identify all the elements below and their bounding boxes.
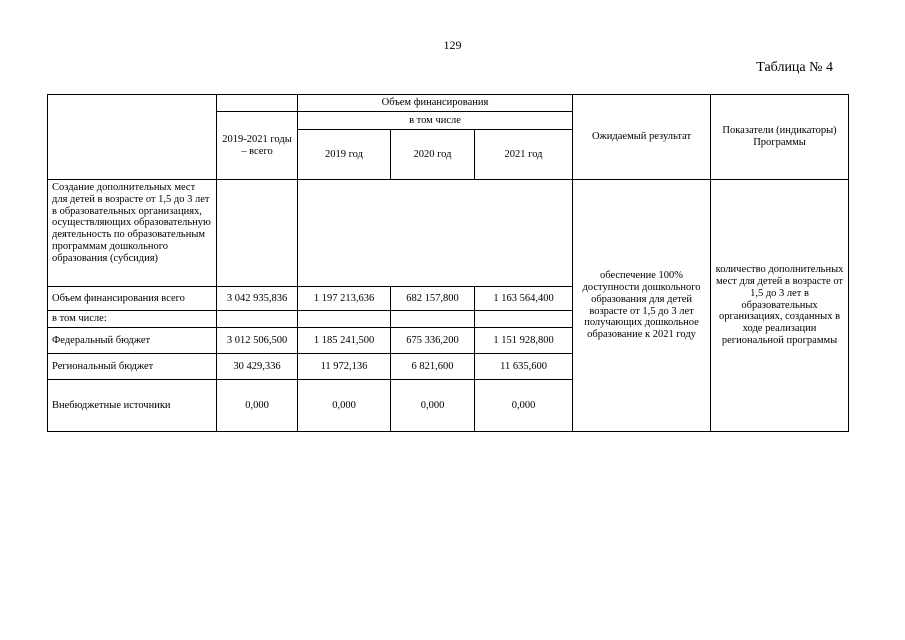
- measure-description: Создание дополнительных мест для детей в возрасте от 1,5 до 3 лет в образовательных организациях, осуществляющих образовательную деятельность по образовательным программам дошкольного образования (субсидия): [48, 180, 217, 287]
- including-header: в том числе: [298, 112, 573, 130]
- value-cell: 30 429,336: [217, 354, 298, 380]
- table-label: Таблица № 4: [756, 60, 833, 75]
- empty-cell: [391, 311, 475, 328]
- header-blank-cell: [217, 95, 298, 112]
- empty-cell: [217, 311, 298, 328]
- empty-cell: [217, 180, 298, 287]
- year-2019-header: 2019 год: [298, 130, 391, 180]
- row-label: Региональный бюджет: [48, 354, 217, 380]
- value-cell: 6 821,600: [391, 354, 475, 380]
- row-label: в том числе:: [48, 311, 217, 328]
- indicator-cell: количество дополнительных мест для детей в возрасте от 1,5 до 3 лет в образовательных организациях, созданных в ходе реализации региональной программы: [711, 180, 849, 432]
- expected-result-header: Ожидаемый результат: [573, 95, 711, 180]
- financing-table: [47, 94, 849, 432]
- value-cell: 11 635,600: [475, 354, 573, 380]
- value-cell: 3 012 506,500: [217, 328, 298, 354]
- value-cell: 1 151 928,800: [475, 328, 573, 354]
- value-cell: 11 972,136: [298, 354, 391, 380]
- header-empty-cell: [48, 95, 217, 180]
- value-cell: 675 336,200: [391, 328, 475, 354]
- value-cell: 0,000: [391, 380, 475, 432]
- funding-volume-header: Объем финансирования: [298, 95, 573, 112]
- year-2020-header: 2020 год: [391, 130, 475, 180]
- row-label: Объем финансирования всего: [48, 287, 217, 311]
- empty-cell: [475, 311, 573, 328]
- value-cell: 0,000: [217, 380, 298, 432]
- value-cell: 1 185 241,500: [298, 328, 391, 354]
- expected-result-cell: обеспечение 100% доступности дошкольного образования для детей возрасте от 1,5 до 3 лет получающих дошкольное образование к 2021 году: [573, 180, 711, 432]
- row-label: Федеральный бюджет: [48, 328, 217, 354]
- total-period-header: 2019-2021 годы – всего: [217, 112, 298, 180]
- page-number: 129: [443, 38, 462, 52]
- value-cell: 0,000: [298, 380, 391, 432]
- empty-cell: [298, 180, 573, 287]
- indicators-header: Показатели (индикаторы) Программы: [711, 95, 849, 180]
- empty-cell: [298, 311, 391, 328]
- row-label: Внебюджетные источники: [48, 380, 217, 432]
- value-cell: 3 042 935,836: [217, 287, 298, 311]
- value-cell: 1 197 213,636: [298, 287, 391, 311]
- value-cell: 682 157,800: [391, 287, 475, 311]
- value-cell: 1 163 564,400: [475, 287, 573, 311]
- year-2021-header: 2021 год: [475, 130, 573, 180]
- value-cell: 0,000: [475, 380, 573, 432]
